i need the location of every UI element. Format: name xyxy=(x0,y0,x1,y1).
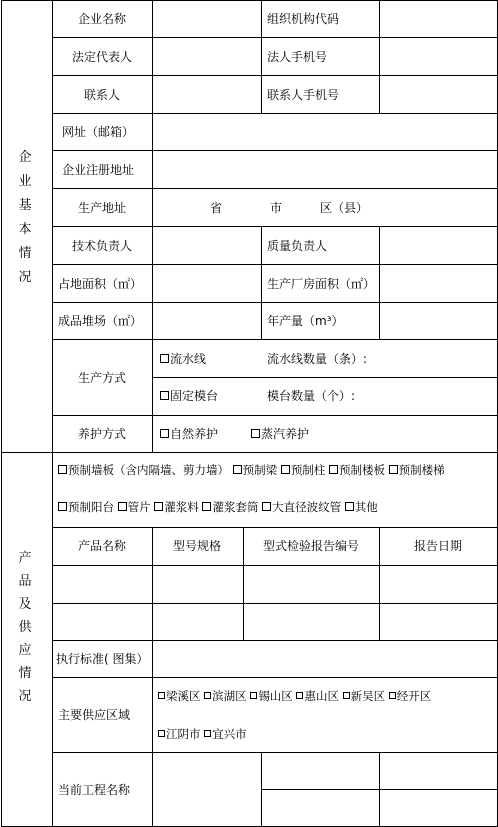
row-divider xyxy=(52,527,498,528)
product-option[interactable]: 大直径波纹管 xyxy=(262,500,341,514)
checkbox[interactable] xyxy=(118,502,127,511)
column-divider xyxy=(152,0,153,452)
header-product-name: 产品名称 xyxy=(77,539,127,553)
option-natural-curing[interactable]: 自然养护 xyxy=(160,427,218,441)
product-option[interactable]: 预制楼梯 xyxy=(389,463,445,477)
region-option[interactable]: 锡山区 xyxy=(250,689,293,703)
option-fixed-mold[interactable]: 固定模台 xyxy=(160,389,218,403)
checkbox[interactable] xyxy=(251,429,260,438)
checkbox[interactable] xyxy=(389,692,396,699)
border-left xyxy=(1,0,2,827)
checkbox[interactable] xyxy=(389,465,398,474)
checkbox[interactable] xyxy=(296,692,303,699)
row-divider xyxy=(52,188,498,189)
product-option[interactable]: 预制楼板 xyxy=(329,463,385,477)
label-tech-lead: 技术负责人 xyxy=(71,239,133,253)
row-divider xyxy=(52,640,498,641)
row-divider xyxy=(52,603,498,604)
label-annual-output: 年产量（m³） xyxy=(267,314,344,328)
product-option[interactable]: 预制阳台 xyxy=(58,500,114,514)
region-option[interactable]: 新吴区 xyxy=(343,689,386,703)
header-model-spec: 型号规格 xyxy=(172,539,222,553)
region-option[interactable]: 梁溪区 xyxy=(158,689,201,703)
option-assembly-line[interactable]: 流水线 xyxy=(160,352,206,366)
header-report-date: 报告日期 xyxy=(413,539,463,553)
column-divider xyxy=(152,527,153,640)
label-plant-area: 生产厂房面积（㎡） xyxy=(267,277,376,291)
column-divider xyxy=(152,640,153,677)
column-divider xyxy=(379,752,380,827)
column-divider xyxy=(152,677,153,827)
header-report-number: 型式检验报告编号 xyxy=(262,539,360,553)
label-land-area: 占地面积（㎡） xyxy=(58,277,143,291)
region-option[interactable]: 江阴市 xyxy=(158,727,201,741)
label-prod-address: 生产地址 xyxy=(77,201,127,215)
row-divider xyxy=(52,302,498,303)
checkbox[interactable] xyxy=(204,730,211,737)
checkbox[interactable] xyxy=(343,692,350,699)
product-option[interactable]: 预制柱 xyxy=(281,463,326,477)
product-option[interactable]: 预制墙板（含内隔墙、剪力墙） xyxy=(58,463,229,477)
label-cure-method: 养护方式 xyxy=(77,427,127,441)
row-divider xyxy=(52,113,498,114)
label-city: 市 xyxy=(270,201,283,215)
option-steam-curing[interactable]: 蒸汽养护 xyxy=(251,427,309,441)
region-options-row-2 xyxy=(158,727,247,741)
row-divider xyxy=(152,377,498,378)
label-website: 网址（邮箱） xyxy=(62,125,135,139)
label-quality-lead: 质量负责人 xyxy=(267,239,328,253)
column-divider xyxy=(261,752,262,827)
label-company-name: 企业名称 xyxy=(77,12,127,26)
row-divider xyxy=(52,75,498,76)
row-divider xyxy=(52,415,498,416)
product-options-row-1 xyxy=(58,463,445,477)
section-title-product-supply: 产 品 及 供 应 情 况 xyxy=(18,551,32,704)
label-legal-rep: 法定代表人 xyxy=(71,50,133,64)
column-divider xyxy=(52,0,53,827)
column-divider xyxy=(379,0,380,113)
region-option[interactable]: 惠山区 xyxy=(296,689,339,703)
region-option[interactable]: 经开区 xyxy=(389,689,432,703)
checkbox[interactable] xyxy=(158,730,165,737)
checkbox[interactable] xyxy=(158,692,165,699)
row-divider xyxy=(52,150,498,151)
section-title-basic-info: 企 业 基 本 情 况 xyxy=(18,150,32,285)
label-current-project: 当前工程名称 xyxy=(57,783,131,797)
region-option[interactable]: 滨湖区 xyxy=(204,689,247,703)
region-option[interactable]: 宜兴市 xyxy=(204,727,247,741)
label-supply-area: 主要供应区域 xyxy=(57,708,131,722)
label-prod-method: 生产方式 xyxy=(77,371,127,385)
label-district: 区（县） xyxy=(320,201,369,215)
column-divider xyxy=(379,226,380,339)
product-options-row-2 xyxy=(58,500,378,514)
label-org-code: 组织机构代码 xyxy=(267,12,340,26)
checkbox[interactable] xyxy=(329,465,338,474)
column-divider xyxy=(379,527,380,640)
label-reg-address: 企业注册地址 xyxy=(62,163,135,177)
row-divider xyxy=(52,226,498,227)
row-divider xyxy=(52,264,498,265)
label-standard: 执行标准( 图集） xyxy=(56,652,149,666)
label-yard-area: 成品堆场（㎡） xyxy=(58,314,143,328)
row-divider xyxy=(52,37,498,38)
row-divider xyxy=(52,677,498,678)
product-option[interactable]: 其他 xyxy=(345,500,378,514)
row-divider xyxy=(52,565,498,566)
checkbox[interactable] xyxy=(204,692,211,699)
checkbox[interactable] xyxy=(160,391,169,400)
checkbox[interactable] xyxy=(154,502,163,511)
row-divider xyxy=(52,752,498,753)
checkbox[interactable] xyxy=(160,429,169,438)
label-mold-count: 模台数量（个）: xyxy=(267,389,356,403)
checkbox[interactable] xyxy=(262,502,271,511)
region-options-row-1 xyxy=(158,689,431,703)
label-line-count: 流水线数量（条）: xyxy=(267,352,368,366)
checkbox[interactable] xyxy=(160,354,169,363)
checkbox[interactable] xyxy=(233,465,242,474)
checkbox[interactable] xyxy=(58,465,67,474)
product-option[interactable]: 灌浆料 xyxy=(154,500,199,514)
column-divider xyxy=(243,527,244,640)
border-top xyxy=(1,0,498,1)
label-legal-phone: 法人手机号 xyxy=(267,50,328,64)
checkbox[interactable] xyxy=(281,465,290,474)
row-divider xyxy=(52,339,498,340)
column-divider xyxy=(261,226,262,339)
label-contact-phone: 联系人手机号 xyxy=(267,88,340,102)
label-contact: 联系人 xyxy=(83,88,121,102)
label-province: 省 xyxy=(210,201,223,215)
checkbox[interactable] xyxy=(345,502,354,511)
checkbox[interactable] xyxy=(58,502,67,511)
product-option[interactable]: 灌浆套筒 xyxy=(202,500,258,514)
product-option[interactable]: 管片 xyxy=(118,500,151,514)
section-divider xyxy=(1,452,498,453)
checkbox[interactable] xyxy=(250,692,257,699)
column-divider xyxy=(261,0,262,113)
checkbox[interactable] xyxy=(202,502,211,511)
product-option[interactable]: 预制梁 xyxy=(233,463,278,477)
